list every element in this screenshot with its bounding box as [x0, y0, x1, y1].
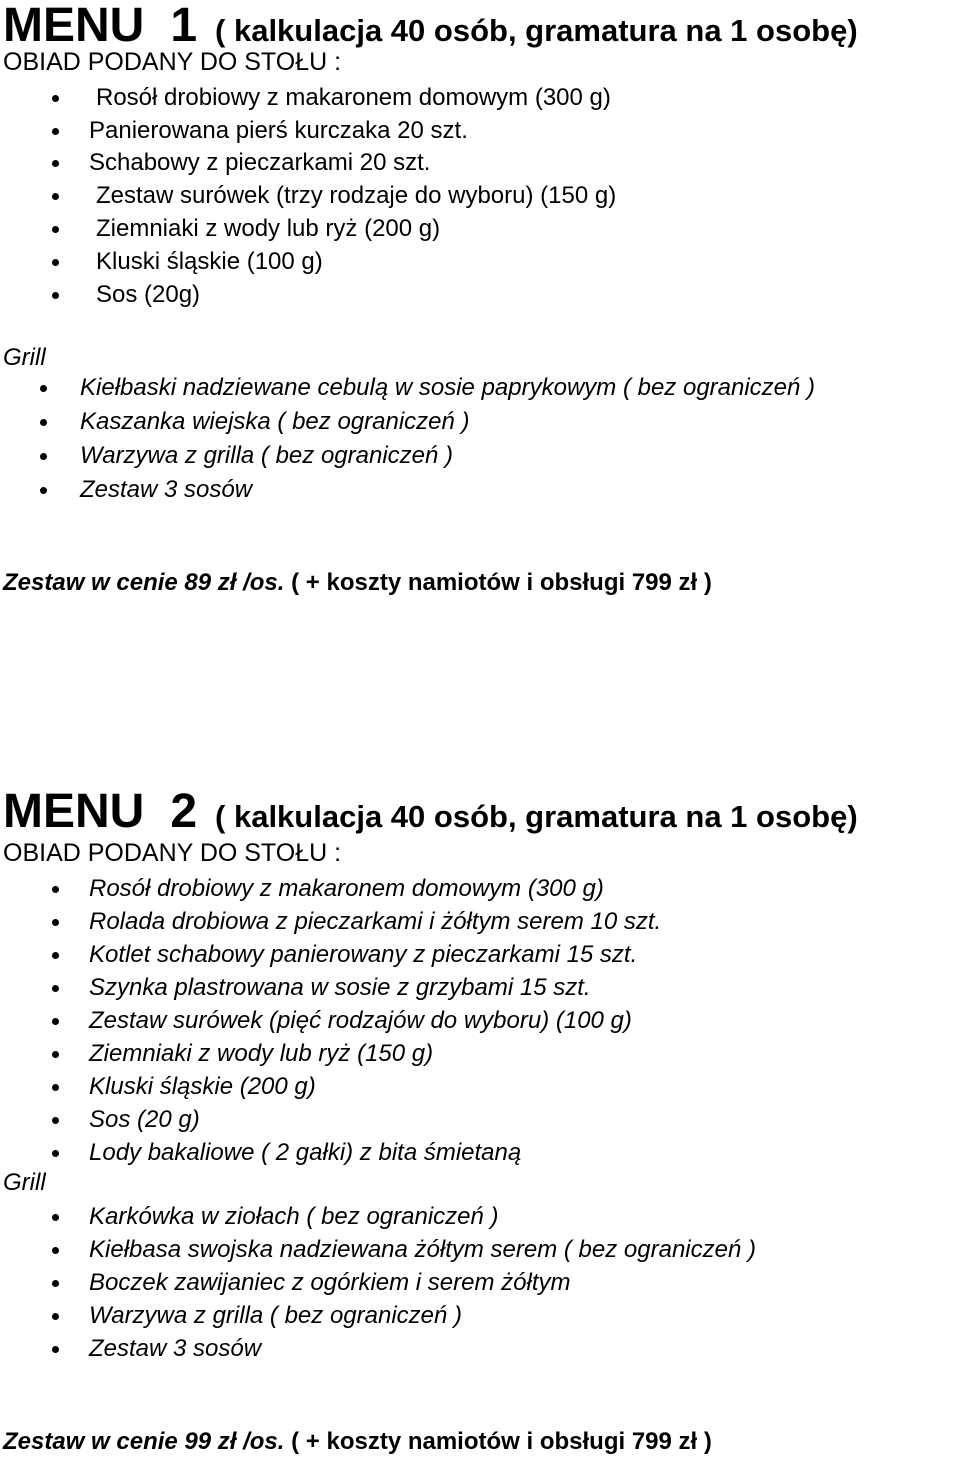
menu2-title-word: MENU — [3, 785, 145, 838]
menu1-price-line — [3, 569, 712, 597]
menu2-grill-heading: Grill — [3, 1169, 46, 1196]
bullet-icon — [52, 952, 59, 959]
menu1-title-word: MENU — [3, 0, 145, 52]
menu1-item: Kluski śląskie (100 g) — [96, 248, 323, 275]
bullet-icon — [40, 419, 47, 426]
bullet-icon — [52, 1346, 59, 1353]
bullet-icon — [52, 1150, 59, 1157]
menu2-grill-item: Boczek zawijaniec z ogórkiem i serem żółtym — [89, 1269, 571, 1296]
menu1-grill-heading: Grill — [3, 344, 46, 371]
menu1-title — [3, 2, 858, 50]
bullet-icon — [52, 259, 59, 266]
bullet-icon — [52, 1084, 59, 1091]
menu2-item: Ziemniaki z wody lub ryż (150 g) — [89, 1040, 434, 1067]
menu1-title-number: 1 — [170, 0, 198, 52]
bullet-icon — [52, 919, 59, 926]
menu1-grill-item: Warzywa z grilla ( bez ograniczeń ) — [80, 442, 454, 469]
menu2-item: Lody bakaliowe ( 2 gałki) z bita śmietaną — [89, 1139, 522, 1166]
menu2-price-line — [3, 1428, 712, 1456]
menu1-title-calc: ( kalkulacja 40 osób, gramatura na 1 osobę) — [215, 13, 858, 48]
menu1-item: Ziemniaki z wody lub ryż (200 g) — [96, 215, 441, 242]
menu1-item: Zestaw surówek (trzy rodzaje do wyboru) (150 g) — [96, 182, 617, 209]
menu2-grill-item: Karkówka w ziołach ( bez ograniczeń ) — [89, 1203, 499, 1230]
menu1-grill-item: Kaszanka wiejska ( bez ograniczeń ) — [80, 408, 470, 435]
menu1-item: Schabowy z pieczarkami 20 szt. — [89, 149, 431, 176]
bullet-icon — [52, 1051, 59, 1058]
menu1-section-heading: OBIAD PODANY DO STOŁU : — [3, 48, 342, 76]
menu1-price: Zestaw w cenie 89 zł /os. — [3, 569, 285, 596]
menu1-grill-item: Zestaw 3 sosów — [80, 476, 253, 503]
menu2-price-extra: ( + koszty namiotów i obsługi 799 zł ) — [291, 1428, 712, 1455]
menu1-item: Panierowana pierś kurczaka 20 szt. — [89, 117, 468, 144]
menu2-item: Kluski śląskie (200 g) — [89, 1073, 316, 1100]
bullet-icon — [52, 160, 59, 167]
menu2-grill-item: Zestaw 3 sosów — [89, 1335, 262, 1362]
menu1-item: Rosół drobiowy z makaronem domowym (300 g) — [96, 84, 611, 111]
menu2-item: Sos (20 g) — [89, 1106, 200, 1133]
bullet-icon — [52, 1117, 59, 1124]
menu2-title-number: 2 — [170, 785, 198, 838]
bullet-icon — [52, 292, 59, 299]
bullet-icon — [40, 487, 47, 494]
bullet-icon — [52, 226, 59, 233]
menu2-price: Zestaw w cenie 99 zł /os. — [3, 1428, 285, 1455]
menu2-title-calc: ( kalkulacja 40 osób, gramatura na 1 osobę) — [215, 799, 858, 834]
menu1-item: Sos (20g) — [96, 281, 201, 308]
menu2-title — [3, 785, 858, 838]
menu1-grill-item: Kiełbaski nadziewane cebulą w sosie paprykowym ( bez ograniczeń ) — [80, 374, 816, 401]
bullet-icon — [52, 1313, 59, 1320]
menu2-item: Szynka plastrowana w sosie z grzybami 15 szt. — [89, 974, 591, 1001]
menu2-item: Kotlet schabowy panierowany z pieczarkami 15 szt. — [89, 941, 638, 968]
bullet-icon — [52, 95, 59, 102]
menu2-item: Rosół drobiowy z makaronem domowym (300 g) — [89, 875, 604, 902]
menu1-price-extra: ( + koszty namiotów i obsługi 799 zł ) — [291, 569, 712, 596]
bullet-icon — [52, 1018, 59, 1025]
bullet-icon — [52, 886, 59, 893]
menu2-grill-item: Warzywa z grilla ( bez ograniczeń ) — [89, 1302, 463, 1329]
menu2-section-heading: OBIAD PODANY DO STOŁU : — [3, 839, 342, 867]
bullet-icon — [40, 453, 47, 460]
bullet-icon — [52, 193, 59, 200]
menu2-item: Zestaw surówek (pięć rodzajów do wyboru) (100 g) — [89, 1007, 632, 1034]
bullet-icon — [52, 1214, 59, 1221]
bullet-icon — [40, 385, 47, 392]
bullet-icon — [52, 128, 59, 135]
bullet-icon — [52, 985, 59, 992]
menu2-grill-item: Kiełbasa swojska nadziewana żółtym serem ( bez ograniczeń ) — [89, 1236, 756, 1263]
menu2-item: Rolada drobiowa z pieczarkami i żółtym serem 10 szt. — [89, 908, 662, 935]
bullet-icon — [52, 1280, 59, 1287]
bullet-icon — [52, 1247, 59, 1254]
